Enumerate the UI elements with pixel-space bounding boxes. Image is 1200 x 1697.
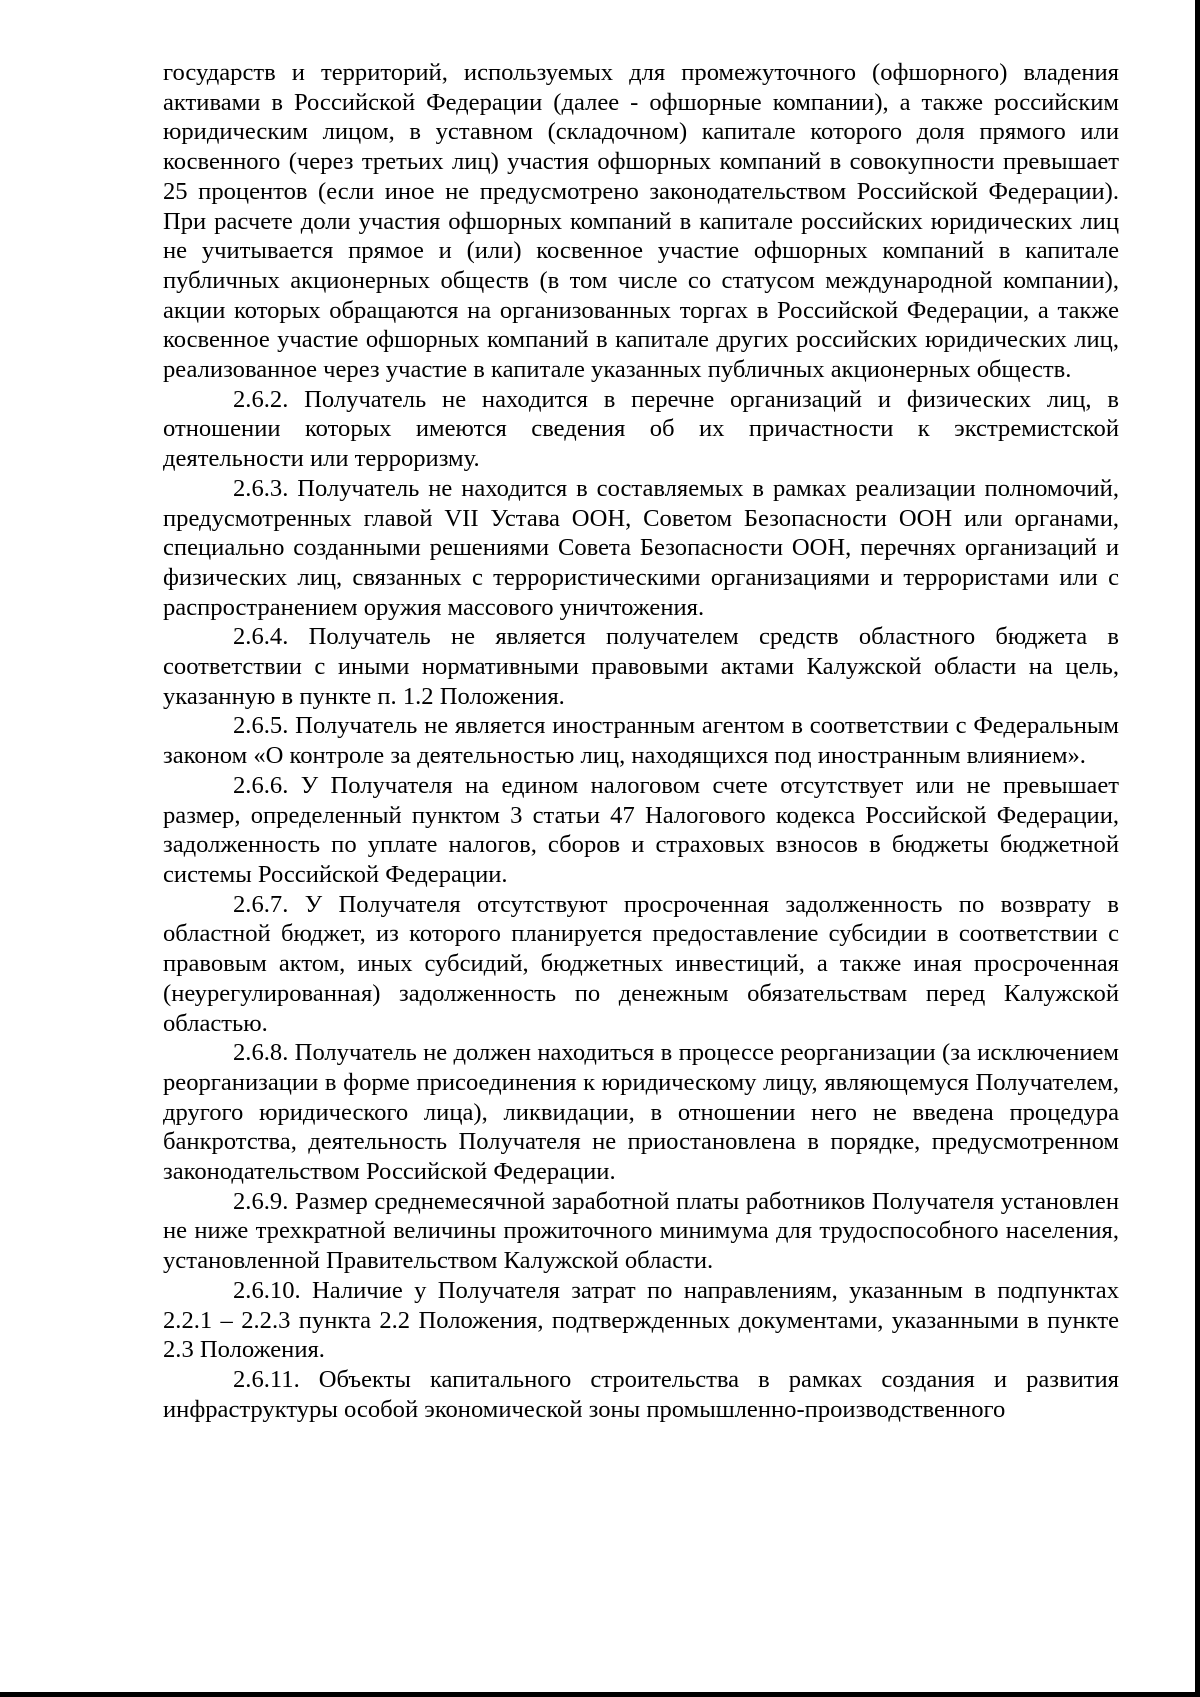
paragraph-2-6-5: 2.6.5. Получатель не является иностранным агентом в соответствии с Федеральным законом «О контроле за деятельностью лиц, находящихся под иностранным влиянием».	[163, 712, 1119, 770]
paragraph-2-6-4: 2.6.4. Получатель не является получателем средств областного бюджета в соответствии с иными нормативными правовыми актами Калужской области на цель, указанную в пункте п. 1.2 Положения.	[163, 623, 1119, 710]
page-border-bottom	[0, 1692, 1200, 1697]
paragraph-2-6-6: 2.6.6. У Получателя на едином налоговом счете отсутствует или не превышает размер, определенный пунктом 3 статьи 47 Налогового кодекса Российской Федерации, задолженность по уплате налогов, сборов и страховых взносов в бюджеты бюджетной системы Российской Федерации.	[163, 771, 1119, 888]
paragraph-offshore-continuation: государств и территорий, используемых для промежуточного (офшорного) владения активами в Российской Федерации (далее - офшорные компании), а также российским юридическим лицом, в уставном (складочном) капитале которого доля прямого или косвенного (через третьих лиц) участия офшорных компаний в совокупности превышает 25 процентов (если иное не предусмотрено законодательством Российской Федерации). При расчете доли участия офшорных компаний в капитале российских юридических лиц не учитывается прямое и (или) косвенное участие офшорных компаний в капитале публичных акционерных обществ (в том числе со статусом международной компании), акции которых обращаются на организованных торгах в Российской Федерации, а также косвенное участие офшорных компаний в капитале других российских юридических лиц, реализованное через участие в капитале указанных публичных акционерных обществ.	[163, 59, 1119, 384]
paragraph-2-6-10: 2.6.10. Наличие у Получателя затрат по направлениям, указанным в подпунктах 2.2.1 – 2.2.3 пункта 2.2 Положения, подтвержденных документами, указанными в пункте 2.3 Положения.	[163, 1276, 1119, 1364]
paragraph-2-6-3: 2.6.3. Получатель не находится в составляемых в рамках реализации полномочий, предусмотренных главой VII Устава ООН, Советом Безопасности ООН или органами, специально созданными решениями Совета Безопасности ООН, перечнях организаций и физических лиц, связанных с террористическими организациями и террористами или с распространением оружия массового уничтожения.	[163, 474, 1119, 621]
document-body	[163, 58, 1119, 1424]
paragraph-2-6-9: 2.6.9. Размер среднемесячной заработной платы работников Получателя установлен не ниже трехкратной величины прожиточного минимума для трудоспособного населения, установленной Правительством Калужской области.	[163, 1187, 1119, 1275]
paragraph-2-6-7: 2.6.7. У Получателя отсутствуют просроченная задолженность по возврату в областной бюджет, из которого планируется предоставление субсидии в соответствии с правовым актом, иных субсидий, бюджетных инвестиций, а также иная просроченная (неурегулированная) задолженность по денежным обязательствам перед Калужской областью.	[163, 890, 1119, 1037]
paragraph-2-6-11: 2.6.11. Объекты капитального строительства в рамках создания и развития инфраструктуры особой экономической зоны промышленно-производственного	[163, 1365, 1119, 1423]
paragraph-2-6-8: 2.6.8. Получатель не должен находиться в процессе реорганизации (за исключением реорганизации в форме присоединения к юридическому лицу, являющемуся Получателем, другого юридического лица), ликвидации, в отношении него не введена процедура банкротства, деятельность Получателя не приостановлена в порядке, предусмотренном законодательством Российской Федерации.	[163, 1039, 1119, 1186]
paragraph-2-6-2: 2.6.2. Получатель не находится в перечне организаций и физических лиц, в отношении которых имеются сведения об их причастности к экстремистской деятельности или терроризму.	[163, 385, 1119, 473]
page-border-right	[1195, 0, 1200, 1697]
